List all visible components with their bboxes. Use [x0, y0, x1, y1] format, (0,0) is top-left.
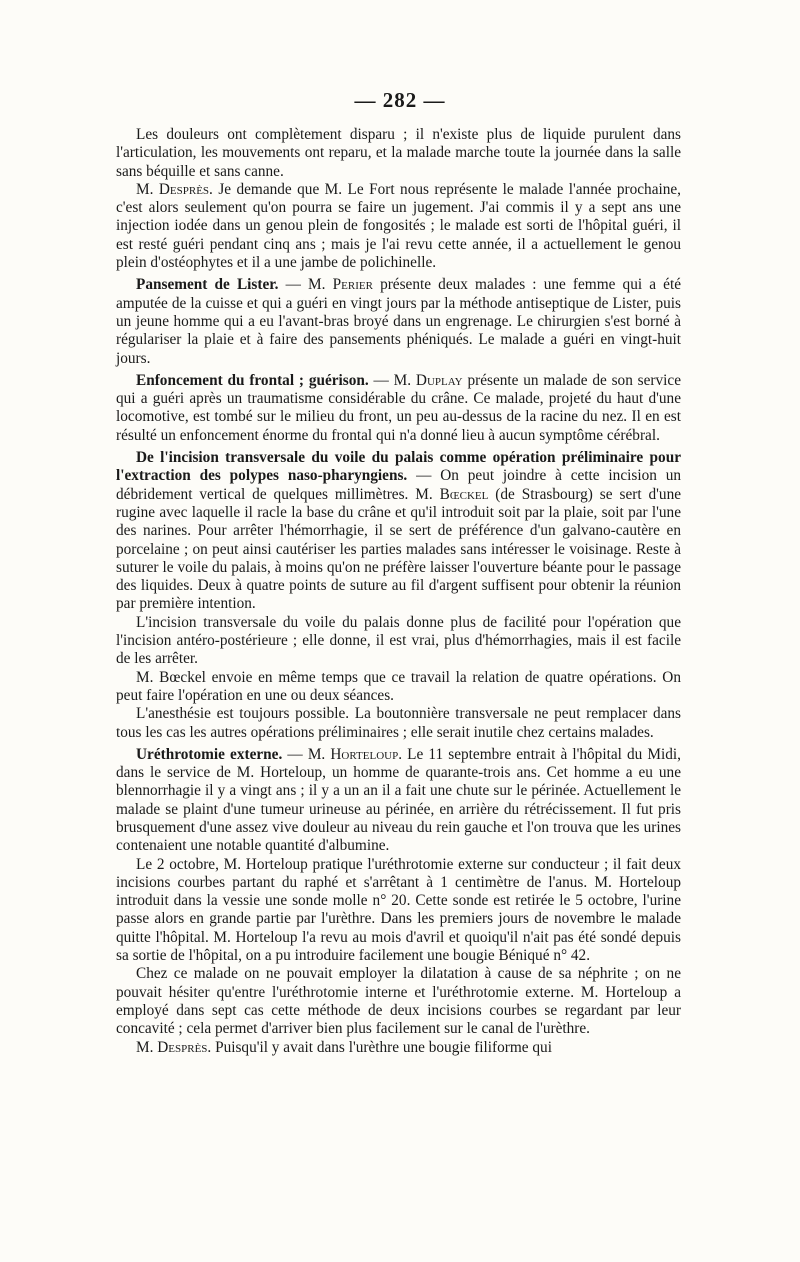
page-number: — 282 —	[354, 88, 446, 112]
section-heading: Uréthrotomie externe.	[136, 745, 283, 763]
paragraph	[116, 965, 681, 1038]
paragraph-text: présente deux malades : une femme qui a été amputée de la cuisse et qui a guéri en vingt jours par la méthode antiseptique de Lister, puis un jeune homme qui a eu l'avant-bras broyé dans un engrenage. Le chirurgien s'est borné à régulariser la plaie et à faire des pansements phéniqués. Le malade a guéri en vingt-huit jours.	[116, 276, 681, 367]
section-heading: Pansement de Lister.	[136, 276, 279, 294]
paragraph	[116, 614, 681, 669]
person-name: Duplay	[415, 371, 463, 389]
person-name: Bœckel	[439, 485, 489, 503]
paragraph-text: — On peut joindre à cette incision un débridement vertical de quelques millimètres. M.	[116, 467, 682, 503]
paragraph	[116, 181, 681, 272]
person-name: Perier	[332, 276, 373, 294]
section-paragraph	[116, 372, 681, 445]
paragraph-text: (de Strasbourg) se sert d'une rugine avec laquelle il racle la base du crâne et qu'il introduit soit par la plaie, soit par l'une des narines. Pour arrêter l'hémorrhagie, il se sert de préférence d'un galvano-cautère en porcelaine ; on peut ainsi cautériser les parties malades sans intéresser le voisinage. Reste à suturer le voile du palais, à moins qu'on ne préfère laisser l'ouverture béante pour le passage des liquides. Deux à quatre points de suture au fil d'argent suffisent pour obtenir la réunion par première intention.	[116, 485, 682, 613]
paragraph	[116, 1039, 681, 1057]
person-name: M. Desprès.	[136, 180, 213, 198]
section-paragraph	[116, 276, 681, 367]
paragraph	[116, 856, 681, 966]
person-name: Horteloup	[330, 745, 399, 763]
paragraph-text: Le 2 octobre, M. Horteloup pratique l'uréthrotomie externe sur conducteur ; il fait deux incisions courbes partant du raphé et s'arrêtant à 1 centimètre de l'anus. M. Horteloup introduit dans la vessie une sonde molle n° 20. Cette sonde est retirée le 5 octobre, l'urine passe alors en grande partie par l'urèthre. Dans les premiers jours de novembre le malade quitte l'hôpital. M. Horteloup l'a revu au mois d'avril et quoiqu'il n'ait pas été sondé depuis sa sortie de l'hôpital, on a pu introduire facilement une bougie Béniqué n° 42.	[116, 855, 681, 965]
paragraph	[116, 669, 681, 706]
person-name: M. Desprès.	[136, 1038, 212, 1056]
paragraph-text: L'anesthésie est toujours possible. La boutonnière transversale ne peut remplacer dans tous les cas les autres opérations préliminaires ; elle serait inutile chez certains malades.	[116, 705, 681, 741]
section-paragraph	[116, 746, 681, 856]
paragraph-text: Chez ce malade on ne pouvait employer la dilatation à cause de sa néphrite ; on ne pouvait hésiter qu'entre l'uréthrotomie interne et l'uréthrotomie externe. M. Horteloup a employé dans sept cas cette méthode de deux incisions courbes se regardant par leur concavité ; cela permet d'arriver bien plus facilement sur le canal de l'urèthre.	[116, 965, 681, 1038]
paragraph-text: — M.	[278, 276, 333, 294]
paragraph-text: Les douleurs ont complètement disparu ; il n'existe plus de liquide purulent dans l'articulation, les mouvements ont reparu, et la malade marche toute la journée dans la salle sans béquille et sans canne.	[116, 126, 681, 180]
paragraph-text: Puisqu'il y avait dans l'urèthre une bougie filiforme qui	[211, 1038, 552, 1056]
paragraph-text: M. Bœckel envoie en même temps que ce travail la relation de quatre opérations. On peut faire l'opération en une ou deux séances.	[116, 668, 681, 704]
paragraph-text: — M.	[368, 371, 416, 389]
paragraph-text: . Le 11 septembre entrait à l'hôpital du Midi, dans le service de M. Horteloup, un homme de quarante-trois ans. Cet homme a eu une blennorrhagie il y a vingt ans ; il y a un an il a fait une chute sur le périnée. Actuellement le malade se plaint d'une tumeur urineuse au périnée, en arrière du rétrécissement. Il fut pris brusquement d'une assez vive douleur au niveau du rein gauche et l'on trouva que les urines contenaient une notable quantité d'albumine.	[116, 745, 681, 855]
paragraph	[116, 126, 681, 181]
paragraph-text: Je demande que M. Le Fort nous représente le malade l'année prochaine, c'est alors seulement qu'on pourra se faire un jugement. J'ai commis il y a sept ans une injection iodée dans un genou plein de fongosités ; le malade est sorti de l'hôpital guéri, il est resté guéri pendant cinq ans ; mais je l'ai revu cette année, il a actuellement le genou plein d'ostéophytes et il a une jambe de polichinelle.	[116, 180, 682, 272]
document-body	[116, 126, 681, 1057]
paragraph	[116, 705, 681, 742]
section-heading: Enfoncement du frontal ; guérison.	[136, 371, 369, 389]
section-heading: De l'incision transversale du voile du palais comme opération préliminaire pour l'extraction des polypes naso-pharyngiens.	[116, 449, 681, 485]
paragraph-text: présente un malade de son service qui a guéri après un traumatisme considérable du crâne. Ce malade, projeté du haut d'une locomotive, est tombé sur le milieu du front, un peu au-dessus de la racine du nez. Il en est résulté un enfoncement énorme du frontal qui n'a donné lieu à aucun symptôme cérébral.	[116, 371, 681, 444]
paragraph-text: — M.	[282, 745, 331, 763]
section-paragraph	[116, 449, 681, 614]
paragraph-text: L'incision transversale du voile du palais donne plus de facilité pour l'opération que l'incision antéro-postérieure ; elle donne, il est vrai, plus d'hémorrhagies, mais il est facile de les arrêter.	[116, 613, 681, 668]
